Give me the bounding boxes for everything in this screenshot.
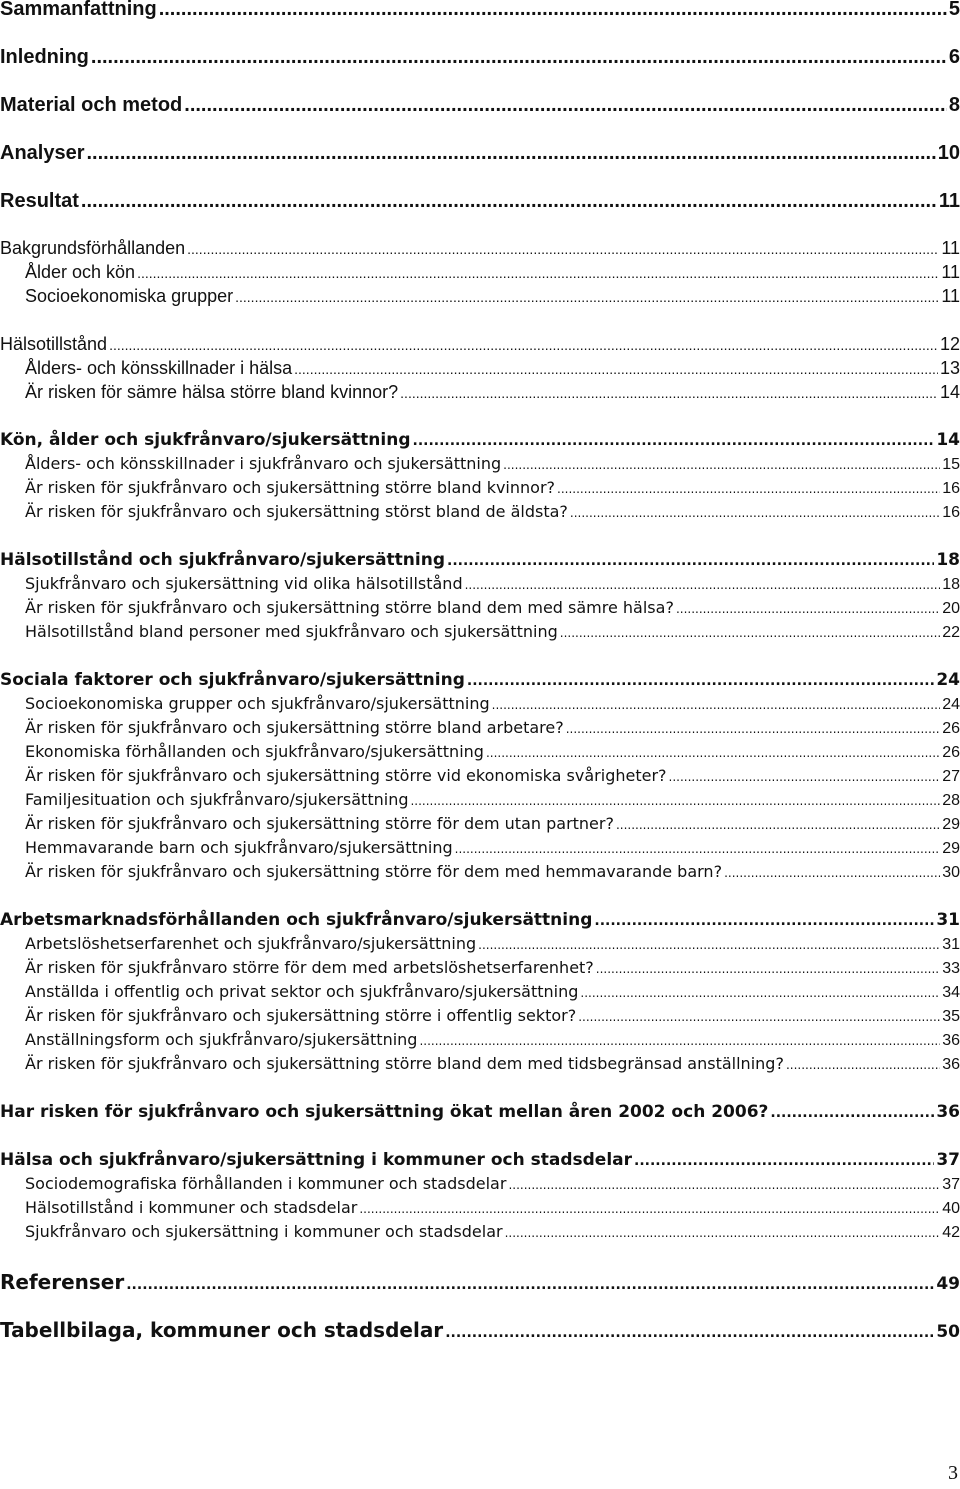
toc-entry-kon-alder-sjukfranvaro[interactable]: Kön, ålder och sjukfrånvaro/sjukersättning ..... 14 (0, 430, 960, 450)
toc-entry-risken-offentlig-sektor[interactable]: Är risken för sjukfrånvaro och sjukersättning större i offentlig sektor? ..... 35 (0, 1006, 960, 1026)
toc-entry-risken-ekonomiska-svarigheter[interactable]: Är risken för sjukfrånvaro och sjukersättning större vid ekonomiska svårigheter? ..... 27 (0, 766, 960, 786)
toc-entry-arbetsmarknadsforhallanden[interactable]: Arbetsmarknadsförhållanden och sjukfrånvaro/sjukersättning ..... 31 (0, 910, 960, 930)
toc-entry-alders-och-konsskillnader-i-halsa[interactable]: Ålders- och könsskillnader i hälsa ..... 13 (0, 358, 960, 379)
toc-entry-sjukfranvaro-olika-halsotillstand[interactable]: Sjukfrånvaro och sjukersättning vid olika hälsotillstånd ..... 18 (0, 574, 960, 594)
toc-entry-risken-sjukfranvaro-samre-halsa[interactable]: Är risken för sjukfrånvaro och sjukersättning större bland dem med sämre hälsa? ..... 20 (0, 598, 960, 618)
toc-entry-arbetsloshetserfarenhet[interactable]: Arbetslöshetserfarenhet och sjukfrånvaro/sjukersättning ..... 31 (0, 934, 960, 954)
toc-entry-risken-hemmavarande-barn[interactable]: Är risken för sjukfrånvaro och sjukersättning större för dem med hemmavarande barn? ..... 30 (0, 862, 960, 882)
toc-entry-ekonomiska-forhallanden[interactable]: Ekonomiska förhållanden och sjukfrånvaro/sjukersättning ..... 26 (0, 742, 960, 762)
toc-entry-halsa-kommuner-stadsdelar[interactable]: Hälsa och sjukfrånvaro/sjukersättning i kommuner och stadsdelar ..... 37 (0, 1150, 960, 1170)
toc-entry-sociala-faktorer[interactable]: Sociala faktorer och sjukfrånvaro/sjukersättning ..... 24 (0, 670, 960, 690)
toc-entry-analyser[interactable]: Analyser ..... 10 (0, 142, 960, 165)
toc-entry-material-och-metod[interactable]: Material och metod ..... 8 (0, 94, 960, 117)
toc-entry-risken-arbetsloshetserfarenhet[interactable]: Är risken för sjukfrånvaro större för dem med arbetslöshetserfarenhet? ..... 33 (0, 958, 960, 978)
toc-entry-risken-tidsbegransad[interactable]: Är risken för sjukfrånvaro och sjukersättning större bland dem med tidsbegränsad anställning? ..... 36 (0, 1054, 960, 1074)
toc-entry-halsotillstand-och-sjukfranvaro[interactable]: Hälsotillstånd och sjukfrånvaro/sjukersättning ..... 18 (0, 550, 960, 570)
toc-entry-resultat[interactable]: Resultat ..... 11 (0, 190, 960, 213)
toc-entry-risken-utan-partner[interactable]: Är risken för sjukfrånvaro och sjukersättning större för dem utan partner? ..... 29 (0, 814, 960, 834)
toc-entry-alders-konsskillnader-sjukfranvaro[interactable]: Ålders- och könsskillnader i sjukfrånvaro och sjukersättning ..... 15 (0, 454, 960, 474)
toc-entry-socioekonomiska-grupper-sjukfranvaro[interactable]: Socioekonomiska grupper och sjukfrånvaro/sjukersättning ..... 24 (0, 694, 960, 714)
toc-entry-risken-samre-halsa-kvinnor[interactable]: Är risken för sämre hälsa större bland kvinnor? ..... 14 (0, 382, 960, 403)
toc-entry-alder-och-kon[interactable]: Ålder och kön ..... 11 (0, 262, 960, 283)
page-number: 3 (948, 1462, 958, 1484)
toc-entry-socioekonomiska-grupper[interactable]: Socioekonomiska grupper ..... 11 (0, 286, 960, 307)
toc-entry-halsotillstand-kommuner[interactable]: Hälsotillstånd i kommuner och stadsdelar ..... 40 (0, 1198, 960, 1218)
toc-entry-halsotillstand[interactable]: Hälsotillstånd ..... 12 (0, 334, 960, 355)
toc-entry-referenser[interactable]: Referenser ..... 49 (0, 1270, 960, 1294)
toc-entry-inledning[interactable]: Inledning ..... 6 (0, 46, 960, 69)
toc-entry-bakgrundsforhallanden[interactable]: Bakgrundsförhållanden ..... 11 (0, 238, 960, 259)
toc-entry-sjukfranvaro-kommuner[interactable]: Sjukfrånvaro och sjukersättning i kommuner och stadsdelar ..... 42 (0, 1222, 960, 1242)
toc-entry-tabellbilaga[interactable]: Tabellbilaga, kommuner och stadsdelar ..... 50 (0, 1318, 960, 1342)
toc-entry-har-risken-okat[interactable]: Har risken för sjukfrånvaro och sjukersättning ökat mellan åren 2002 och 2006? ..... 36 (0, 1102, 960, 1122)
toc-entry-hemmavarande-barn[interactable]: Hemmavarande barn och sjukfrånvaro/sjukersättning ..... 29 (0, 838, 960, 858)
toc-entry-anstallningsform[interactable]: Anställningsform och sjukfrånvaro/sjukersättning ..... 36 (0, 1030, 960, 1050)
toc-entry-familjesituation[interactable]: Familjesituation och sjukfrånvaro/sjukersättning ..... 28 (0, 790, 960, 810)
toc-entry-risken-sjukfranvaro-kvinnor[interactable]: Är risken för sjukfrånvaro och sjukersättning större bland kvinnor? ..... 16 (0, 478, 960, 498)
toc-entry-risken-sjukfranvaro-aldsta[interactable]: Är risken för sjukfrånvaro och sjukersättning störst bland de äldsta? ..... 16 (0, 502, 960, 522)
toc-entry-sammanfattning[interactable]: Sammanfattning ..... 5 (0, 0, 960, 21)
toc-entry-sociodemografiska[interactable]: Sociodemografiska förhållanden i kommuner och stadsdelar ..... 37 (0, 1174, 960, 1194)
toc-entry-risken-arbetare[interactable]: Är risken för sjukfrånvaro och sjukersättning större bland arbetare? ..... 26 (0, 718, 960, 738)
toc-entry-halsotillstand-bland-personer[interactable]: Hälsotillstånd bland personer med sjukfrånvaro och sjukersättning ..... 22 (0, 622, 960, 642)
toc-entry-anstallda-offentlig-privat[interactable]: Anställda i offentlig och privat sektor och sjukfrånvaro/sjukersättning ..... 34 (0, 982, 960, 1002)
